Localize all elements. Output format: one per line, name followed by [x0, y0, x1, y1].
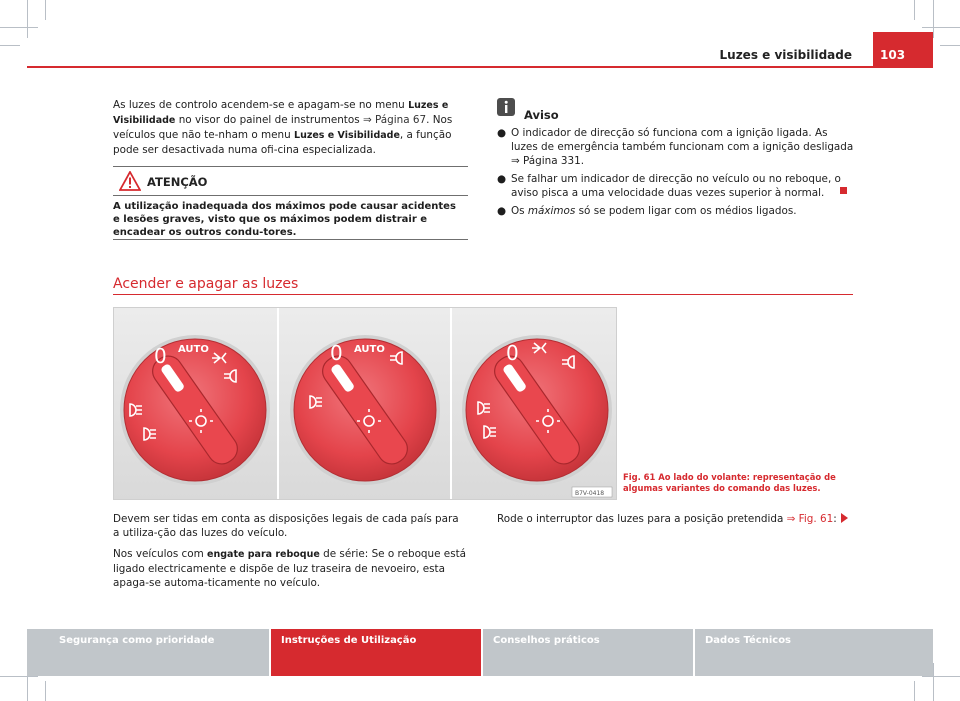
crop-mark	[922, 27, 960, 28]
body-text: Nos veículos com	[113, 548, 208, 560]
note-item-text: Os	[511, 205, 528, 217]
bullet: ●	[497, 127, 507, 139]
crop-mark	[933, 0, 934, 38]
body-paragraph: Devem ser tidas em conta as disposições legais de cada país para a utiliza-ção das luzes do veículo.	[113, 513, 459, 539]
crop-mark	[45, 681, 46, 701]
body-text: de série: Se o reboque está ligado electricamente e dispõe de luz traseira de nevoeiro, esta apaga-se automa-ticamente no veículo.	[113, 548, 467, 589]
body-emphasis: engate para reboque	[207, 549, 320, 560]
intro-paragraph	[113, 98, 468, 157]
switch-auto-label: AUTO	[178, 344, 209, 355]
warning-title: ATENÇÃO	[147, 175, 208, 189]
intro-text: no visor do painel de instrumentos	[175, 114, 363, 126]
tab-conselhos[interactable]	[483, 629, 693, 676]
crop-mark	[0, 27, 38, 28]
warning-box	[113, 166, 468, 240]
switch-auto-label: AUTO	[354, 344, 385, 355]
section-end-mark	[840, 187, 847, 194]
header-rule	[27, 66, 933, 68]
warning-triangle-icon	[119, 171, 141, 191]
figure-caption: Fig. 61 Ao lado do volante: representação de algumas variantes do comando das luzes.	[623, 472, 836, 493]
tab-seguranca[interactable]	[27, 629, 269, 676]
note-item-emphasis: máximos	[527, 205, 576, 217]
body-text: :	[833, 513, 837, 525]
body-right-paragraph	[497, 512, 837, 526]
crop-mark	[0, 45, 20, 46]
note-title: Aviso	[524, 108, 559, 122]
body-text: Rode o interruptor das luzes para a posição pretendida	[497, 513, 787, 525]
tab-instrucoes[interactable]	[271, 629, 481, 676]
menu-name: Luzes e Visibilidade	[113, 100, 449, 126]
menu-name: Luzes e Visibilidade	[294, 130, 400, 141]
crop-mark	[45, 0, 46, 20]
light-switch-knob-1	[120, 335, 270, 485]
tab-label: Dados Técnicos	[705, 635, 792, 646]
crop-mark	[914, 0, 915, 20]
light-switch-figure	[113, 307, 617, 500]
switch-off-label: 0	[330, 341, 343, 365]
list-item	[497, 126, 857, 168]
note-item-text: só se podem ligar com os médios ligados.	[575, 205, 797, 217]
list-item	[497, 204, 857, 218]
page-reference-link[interactable]: ⇒ Página 67	[362, 114, 427, 126]
intro-text: , a função pode ser desactivada numa ofi-cina especializada.	[113, 129, 452, 156]
light-switch-illustration	[114, 308, 616, 499]
running-head: Luzes e visibilidade	[719, 48, 852, 62]
crop-mark	[922, 676, 960, 677]
crop-mark	[940, 45, 960, 46]
tab-label: Segurança como prioridade	[59, 635, 215, 646]
warning-header	[113, 167, 468, 196]
figure-reference-link[interactable]: ⇒ Fig. 61	[786, 513, 834, 525]
bullet: ●	[497, 173, 507, 185]
section-rule	[113, 294, 853, 295]
crop-mark	[914, 681, 915, 701]
section-title: Acender e apagar as luzes	[113, 276, 299, 292]
crop-mark	[0, 676, 38, 677]
intro-text: . Nos veículos que não te-nham o menu	[113, 114, 453, 141]
light-switch-knob-2	[290, 335, 440, 485]
bullet: ●	[497, 205, 507, 217]
list-item	[497, 172, 857, 200]
info-note-icon	[497, 98, 515, 116]
page-number: 103	[880, 48, 906, 62]
note-item-text: Se falhar um indicador de direcção no veículo ou no reboque, o aviso pisca a uma velocidade duas vezes superior à normal.	[511, 173, 841, 199]
intro-text: As luzes de controlo acendem-se e apagam-se no menu	[113, 99, 409, 111]
body-left-column	[113, 512, 468, 597]
note-list	[497, 126, 857, 222]
tab-label: Instruções de Utilização	[281, 635, 417, 646]
tab-dados-tecnicos[interactable]	[695, 629, 933, 676]
note-item-text: O indicador de direcção só funciona com a ignição ligada. As luzes de emergência também funcionam com a ignição desligada ⇒ Página 331.	[511, 127, 854, 167]
switch-off-label: 0	[154, 344, 167, 368]
continue-arrow-icon	[841, 513, 848, 523]
crop-mark	[933, 663, 934, 701]
tab-label: Conselhos práticos	[493, 635, 600, 646]
figure-code: B7V-0418	[575, 490, 605, 497]
warning-text: A utilização inadequada dos máximos pode causar acidentes e lesões graves, visto que os máximos podem distrair e encadear os outros condu-tores.	[113, 201, 456, 238]
crop-mark	[27, 0, 28, 38]
light-switch-knob-3	[462, 335, 612, 485]
body-paragraph	[113, 547, 468, 590]
switch-off-label: 0	[506, 341, 519, 365]
